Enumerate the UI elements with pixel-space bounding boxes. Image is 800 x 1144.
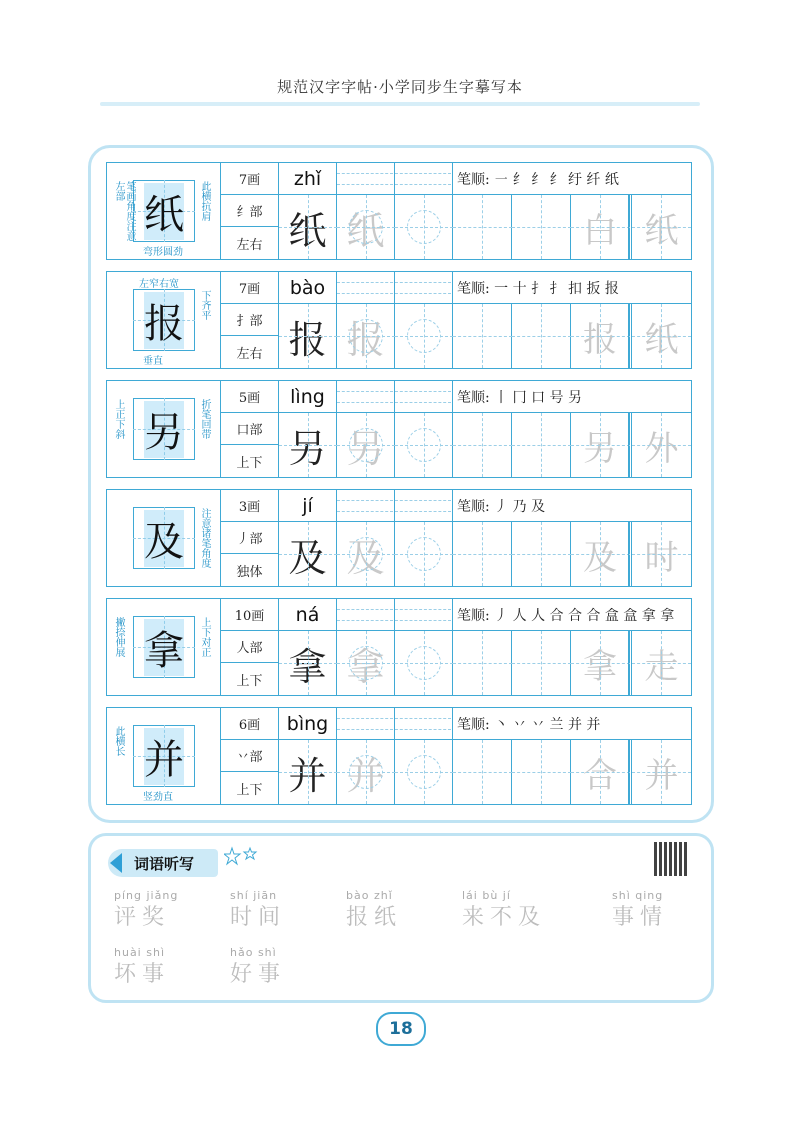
pinyin-blank[interactable]	[395, 490, 453, 522]
info-strokes: 5画	[221, 381, 279, 413]
info-structure: 上下	[221, 772, 279, 804]
character-row	[106, 707, 692, 805]
note-left: 上正下斜	[113, 399, 124, 439]
pinyin-guide	[395, 609, 451, 610]
practice-separator	[628, 195, 632, 259]
model-character: 纸	[279, 195, 337, 259]
note-right: 此横抗肩	[199, 181, 210, 221]
cell-guide	[600, 631, 601, 695]
pinyin-blank[interactable]	[395, 708, 453, 740]
pinyin-blank[interactable]	[395, 272, 453, 304]
cell-guide	[482, 304, 483, 368]
cell-guide	[366, 631, 367, 695]
dictation-characters: 评奖	[114, 905, 171, 930]
example-character	[133, 180, 195, 242]
cell-guide	[482, 522, 483, 586]
practice-character: 报	[583, 319, 617, 360]
dictation-pinyin: píng jiǎng	[114, 889, 179, 902]
cell-guide	[541, 413, 542, 477]
model-character: 并	[279, 740, 337, 804]
model-character: 拿	[279, 631, 337, 695]
practice-character: 拿	[583, 646, 617, 687]
example-character	[133, 507, 195, 569]
pinyin-blank[interactable]	[337, 381, 395, 413]
example-character	[133, 616, 195, 678]
example-character	[133, 289, 195, 351]
practice-character: 纸	[644, 210, 679, 251]
pinyin-guide	[395, 620, 451, 621]
pinyin-guide	[337, 173, 393, 174]
example-character-text: 纸	[144, 183, 184, 240]
dictation-pinyin: lái bù jí	[462, 889, 511, 902]
trace-character[interactable]: 纸	[337, 195, 395, 259]
dictation-pinyin: hǎo shì	[230, 946, 277, 959]
header-divider	[100, 102, 700, 106]
pinyin-blank[interactable]	[337, 708, 395, 740]
pinyin-guide	[395, 402, 451, 403]
pinyin-guide	[395, 729, 451, 730]
dictation-arrow-icon	[110, 853, 122, 873]
model-character: 及	[279, 522, 337, 586]
info-strokes: 3画	[221, 490, 279, 522]
pinyin-blank[interactable]	[395, 163, 453, 195]
pinyin-guide	[337, 500, 393, 501]
cell-guide	[424, 195, 425, 259]
example-character-text: 并	[144, 728, 184, 785]
practice-character: 走	[644, 646, 679, 687]
example-character-text: 另	[144, 401, 184, 458]
model-character: 另	[279, 413, 337, 477]
pinyin-guide	[337, 282, 393, 283]
cell-guide	[366, 195, 367, 259]
cell-guide	[366, 413, 367, 477]
pinyin-cell: jí	[279, 490, 337, 522]
practice-separator	[628, 740, 632, 804]
dictation-pinyin: shí jiān	[230, 889, 278, 902]
cell-guide	[424, 522, 425, 586]
stroke-order: 笔顺: 丨 冂 口 号 另	[453, 381, 691, 413]
example-cell	[107, 272, 221, 368]
note-right: 注意诸笔角度	[199, 508, 210, 568]
example-cell	[107, 599, 221, 695]
dictation-title: 词语听写	[108, 849, 218, 877]
pinyin-guide	[337, 620, 393, 621]
cell-guide	[308, 304, 309, 368]
info-structure: 上下	[221, 663, 279, 695]
info-structure: 左右	[221, 227, 279, 259]
stroke-order: 笔顺: 一 十 扌 扌 扣 扳 报	[453, 272, 691, 304]
note-bottom: 竖劲直	[143, 792, 173, 803]
example-cell	[107, 708, 221, 804]
cell-guide	[308, 195, 309, 259]
info-structure: 独体	[221, 554, 279, 586]
info-strokes: 7画	[221, 272, 279, 304]
cell-guide	[661, 522, 662, 586]
dictation-characters: 时间	[230, 905, 287, 930]
model-character: 报	[279, 304, 337, 368]
cell-guide	[541, 195, 542, 259]
trace-character[interactable]: 及	[337, 522, 395, 586]
pinyin-guide	[337, 293, 393, 294]
trace-character[interactable]: 另	[337, 413, 395, 477]
dictation-word	[114, 946, 170, 988]
pinyin-guide	[337, 184, 393, 185]
note-right: 折笔回带	[199, 399, 210, 439]
cell-guide	[600, 740, 601, 804]
practice-character: 合	[583, 755, 617, 796]
example-character	[133, 725, 195, 787]
cell-guide	[366, 740, 367, 804]
pinyin-guide	[337, 511, 393, 512]
practice-character: 纸	[644, 319, 679, 360]
practice-character: 白	[583, 210, 617, 251]
dictation-word	[114, 889, 178, 931]
cell-guide	[541, 631, 542, 695]
info-radical: 纟部	[221, 195, 279, 227]
cell-guide	[541, 740, 542, 804]
trace-character[interactable]: 拿	[337, 631, 395, 695]
note-bottom: 垂直	[143, 356, 163, 367]
pinyin-cell: bào	[279, 272, 337, 304]
dictation-word	[230, 889, 286, 931]
note-bottom: 弯形圆劲	[143, 247, 183, 258]
example-character-text: 及	[144, 510, 184, 567]
cell-guide	[600, 413, 601, 477]
cell-guide	[661, 413, 662, 477]
example-character-text: 报	[144, 292, 184, 349]
stroke-order: 笔顺: 丿 人 人 合 合 合 盒 盒 拿 拿	[453, 599, 691, 631]
cell-guide	[600, 304, 601, 368]
practice-character: 时	[644, 537, 679, 578]
cell-guide	[424, 631, 425, 695]
stroke-order: 笔顺: 丶 丷 丷 兰 并 并	[453, 708, 691, 740]
cell-guide	[366, 304, 367, 368]
note-right: 下齐平	[199, 290, 210, 320]
pinyin-guide	[337, 391, 393, 392]
cell-guide	[308, 740, 309, 804]
example-cell	[107, 163, 221, 259]
dictation-word	[346, 889, 402, 931]
dictation-characters: 好事	[230, 962, 287, 987]
pinyin-blank[interactable]	[337, 272, 395, 304]
info-radical: 扌部	[221, 304, 279, 336]
pinyin-guide	[337, 609, 393, 610]
trace-character[interactable]: 报	[337, 304, 395, 368]
pinyin-cell: lìng	[279, 381, 337, 413]
cell-guide	[366, 522, 367, 586]
cell-guide	[661, 195, 662, 259]
pinyin-blank[interactable]	[395, 599, 453, 631]
cell-guide	[308, 631, 309, 695]
character-row	[106, 380, 692, 478]
trace-character[interactable]: 并	[337, 740, 395, 804]
cell-guide	[482, 740, 483, 804]
dictation-characters: 坏事	[114, 962, 171, 987]
stroke-order: 笔顺: ㇐ 纟 纟 纟 纡 纤 纸	[453, 163, 691, 195]
cell-guide	[424, 304, 425, 368]
pinyin-cell: ná	[279, 599, 337, 631]
cell-guide	[308, 522, 309, 586]
character-row	[106, 598, 692, 696]
dictation-word	[462, 889, 546, 931]
stroke-order: 笔顺: 丿 乃 及	[453, 490, 691, 522]
example-character	[133, 398, 195, 460]
info-structure: 左右	[221, 336, 279, 368]
pinyin-guide	[395, 173, 451, 174]
character-row	[106, 271, 692, 369]
dictation-pinyin: shì qing	[612, 889, 664, 902]
cell-guide	[541, 304, 542, 368]
stars-icon	[224, 846, 260, 868]
practice-character: 外	[644, 428, 679, 469]
cell-guide	[600, 195, 601, 259]
pinyin-blank[interactable]	[337, 163, 395, 195]
info-radical: 人部	[221, 631, 279, 663]
cell-guide	[308, 413, 309, 477]
pinyin-guide	[337, 402, 393, 403]
cell-guide	[424, 740, 425, 804]
practice-separator	[628, 631, 632, 695]
cell-guide	[661, 740, 662, 804]
pinyin-guide	[395, 718, 451, 719]
pinyin-guide	[395, 282, 451, 283]
example-character-text: 拿	[144, 619, 184, 676]
page-number: 18	[376, 1012, 426, 1046]
note-left: 此横长	[113, 726, 124, 756]
pinyin-cell: bìng	[279, 708, 337, 740]
practice-separator	[628, 413, 632, 477]
pinyin-guide	[395, 293, 451, 294]
cell-guide	[482, 631, 483, 695]
cell-guide	[424, 413, 425, 477]
character-row	[106, 489, 692, 587]
info-radical: 口部	[221, 413, 279, 445]
info-radical: 丷部	[221, 740, 279, 772]
page-header-title: 规范汉字字帖·小学同步生字摹写本	[277, 78, 523, 96]
dictation-pinyin: bào zhǐ	[346, 889, 393, 902]
pinyin-guide	[337, 718, 393, 719]
info-strokes: 7画	[221, 163, 279, 195]
pinyin-guide	[395, 500, 451, 501]
note-right: 上下对正	[199, 617, 210, 657]
cell-guide	[541, 522, 542, 586]
dictation-pinyin: huài shì	[114, 946, 165, 959]
pinyin-guide	[395, 511, 451, 512]
info-radical: 丿部	[221, 522, 279, 554]
info-strokes: 10画	[221, 599, 279, 631]
practice-separator	[628, 304, 632, 368]
info-strokes: 6画	[221, 708, 279, 740]
practice-character: 并	[644, 755, 679, 796]
cell-guide	[482, 195, 483, 259]
cell-guide	[600, 522, 601, 586]
info-structure: 上下	[221, 445, 279, 477]
pinyin-cell: zhǐ	[279, 163, 337, 195]
cell-guide	[661, 304, 662, 368]
practice-separator	[628, 522, 632, 586]
pinyin-blank[interactable]	[395, 381, 453, 413]
practice-character: 及	[583, 537, 617, 578]
note-top: 左窄右宽	[139, 279, 179, 290]
pinyin-blank[interactable]	[337, 599, 395, 631]
pinyin-guide	[395, 184, 451, 185]
cell-guide	[482, 413, 483, 477]
note-left: 笔画角度注意左部	[113, 181, 135, 241]
pinyin-guide	[395, 391, 451, 392]
dictation-characters: 报纸	[346, 905, 403, 930]
note-left: 撇捺伸展	[113, 617, 124, 657]
dictation-word	[230, 946, 286, 988]
pinyin-guide	[337, 729, 393, 730]
dictation-characters: 来不及	[462, 905, 547, 930]
dictation-characters: 事情	[612, 905, 669, 930]
practice-character: 另	[583, 428, 617, 469]
dictation-word	[612, 889, 668, 931]
character-row	[106, 162, 692, 260]
example-cell	[107, 381, 221, 477]
qr-code-icon[interactable]	[654, 842, 688, 876]
example-cell	[107, 490, 221, 586]
cell-guide	[661, 631, 662, 695]
pinyin-blank[interactable]	[337, 490, 395, 522]
